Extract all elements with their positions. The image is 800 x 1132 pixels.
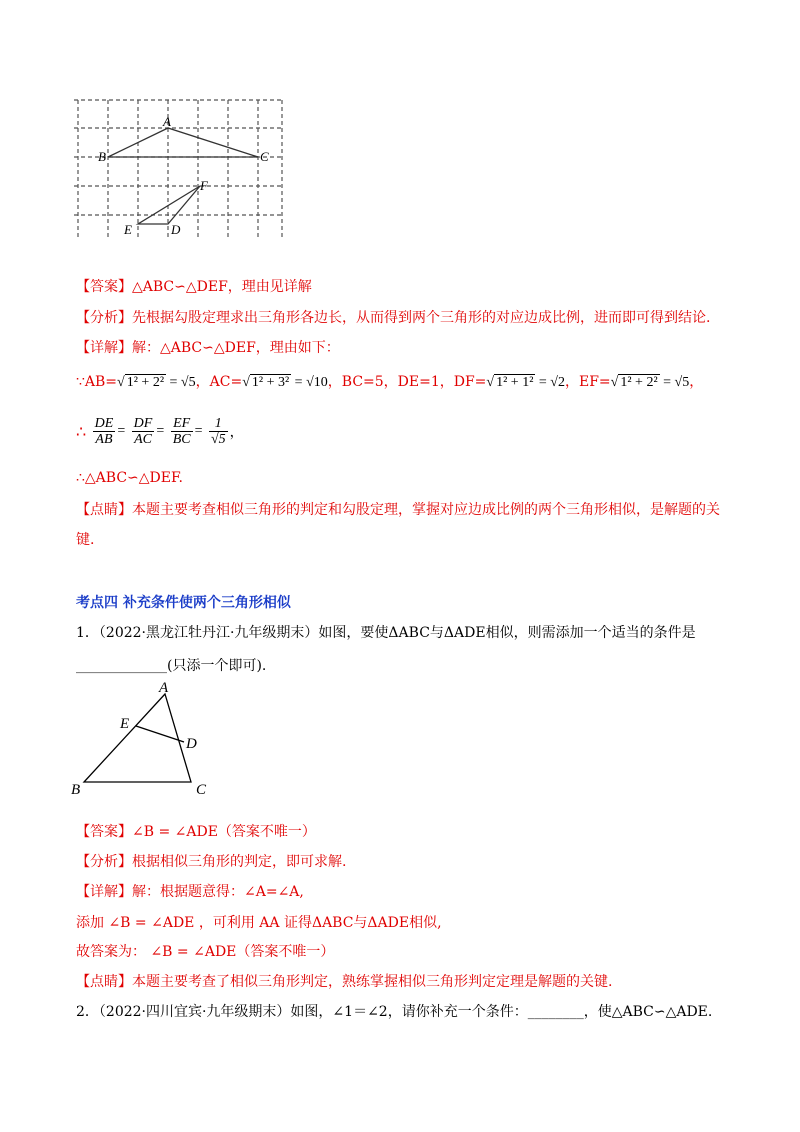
answer-blank: _____________ — [76, 658, 167, 674]
answer-tag: 【答案】 — [76, 279, 132, 295]
analysis-2-tag: 【分析】 — [76, 854, 132, 870]
answer-1 — [76, 277, 312, 297]
ratio-line: ∴ $\frac{DE}{AB}$ = $\frac{DF}{AC}$ = $\frac{EF}{BC}$ = $\frac{1}{√5}$ ， — [76, 416, 244, 447]
fraction-de-ab: $\frac{DE}{AB}$ — [94, 416, 114, 447]
analysis-2 — [76, 852, 346, 872]
question-1-note: (只添一个即可). — [167, 658, 267, 674]
section-title: 考点四 补充条件使两个三角形相似 — [76, 595, 291, 611]
grid-figure — [70, 95, 290, 245]
fig2-label-C: C — [196, 782, 207, 798]
detail-2 — [76, 882, 304, 902]
analysis-tag: 【分析】 — [76, 310, 132, 326]
analysis-1 — [76, 308, 710, 328]
sqrt-df: √ 1² + 1² = √2 — [486, 375, 565, 390]
detail-text: 解：△ABC∽△DEF，理由如下： — [132, 340, 340, 356]
detail-2-line2: 添加 ∠B = ∠ADE ，可利用 AA 证得ΔABC与ΔADE相似, — [76, 915, 442, 931]
fraction-1-sqrt5: $\frac{1}{√5}$ — [210, 416, 226, 447]
triangle-figure — [66, 676, 226, 801]
fraction-ef-bc: $\frac{EF}{BC}$ — [172, 416, 191, 447]
fig2-label-B: B — [71, 782, 81, 798]
calc-ab-label: ∵AB= — [76, 374, 118, 390]
label-C: C — [260, 149, 269, 164]
question-1: 1．（2022·黑龙江牡丹江·九年级期末）如图，要使ΔABC与ΔADE相似，则需添加一个适当的条件是 — [76, 625, 696, 641]
sqrt-ab: √ 1² + 2² = √5 — [117, 375, 196, 390]
conclusion-1: ∴△ABC∽△DEF. — [76, 470, 183, 486]
answer-text: △ABC∽△DEF，理由见详解 — [132, 279, 312, 295]
comment-tag: 【点睛】 — [76, 502, 132, 518]
detail-tag: 【详解】 — [76, 340, 132, 356]
comment-1 — [76, 500, 720, 520]
calc-line — [76, 372, 703, 393]
comment-2-tag: 【点睛】 — [76, 974, 132, 990]
detail-1 — [76, 338, 340, 358]
fig2-label-A: A — [159, 680, 169, 696]
label-B: B — [98, 149, 106, 164]
label-D: D — [171, 222, 181, 237]
answer-2-tag: 【答案】 — [76, 824, 132, 840]
sqrt-ef: √ 1² + 2² = √5 — [610, 375, 690, 390]
question-2: 2．（2022·四川宜宾·九年级期末）如图，∠1＝∠2，请你补充一个条件：________，使△ABC∽△ADE. — [76, 1004, 713, 1020]
detail-2-line3: 故答案为： ∠B = ∠ADE（答案不唯一） — [76, 944, 335, 960]
analysis-text: 先根据勾股定理求出三角形各边长，从而得到两个三角形的对应边成比例，进而即可得到结论. — [132, 310, 711, 326]
fraction-df-ac: $\frac{DF}{AC}$ — [133, 416, 153, 447]
comment-line1: 本题主要考查相似三角形的判定和勾股定理，掌握对应边成比例的两个三角形相似，是解题的关 — [132, 502, 720, 518]
question-1-line2 — [76, 656, 266, 676]
calc-ef-label: ，EF= — [565, 374, 611, 390]
sqrt-ac: √ 1² + 3² = √10 — [242, 375, 328, 390]
therefore-symbol: ∴ — [76, 422, 87, 441]
label-E: E — [124, 222, 132, 237]
comment-2 — [76, 972, 612, 992]
fig2-label-D: D — [186, 736, 197, 752]
answer-2-text: ∠B = ∠ADE（答案不唯一） — [132, 824, 316, 840]
calc-bc-de: ，BC=5，DE=1，DF= — [327, 374, 487, 390]
calc-ac-label: ，AC= — [195, 374, 243, 390]
label-F: F — [200, 178, 208, 193]
comment-1-line2: 键. — [76, 532, 95, 548]
answer-2 — [76, 822, 316, 842]
analysis-2-text: 根据相似三角形的判定，即可求解. — [132, 854, 347, 870]
calc-end: ， — [689, 374, 704, 390]
detail-2-text: 解：根据题意得：∠A=∠A, — [132, 884, 304, 900]
comment-2-text: 本题主要考查了相似三角形判定，熟练掌握相似三角形判定定理是解题的关键. — [132, 974, 613, 990]
detail-2-tag: 【详解】 — [76, 884, 132, 900]
label-A: A — [163, 114, 171, 129]
fig2-label-E: E — [120, 716, 130, 732]
